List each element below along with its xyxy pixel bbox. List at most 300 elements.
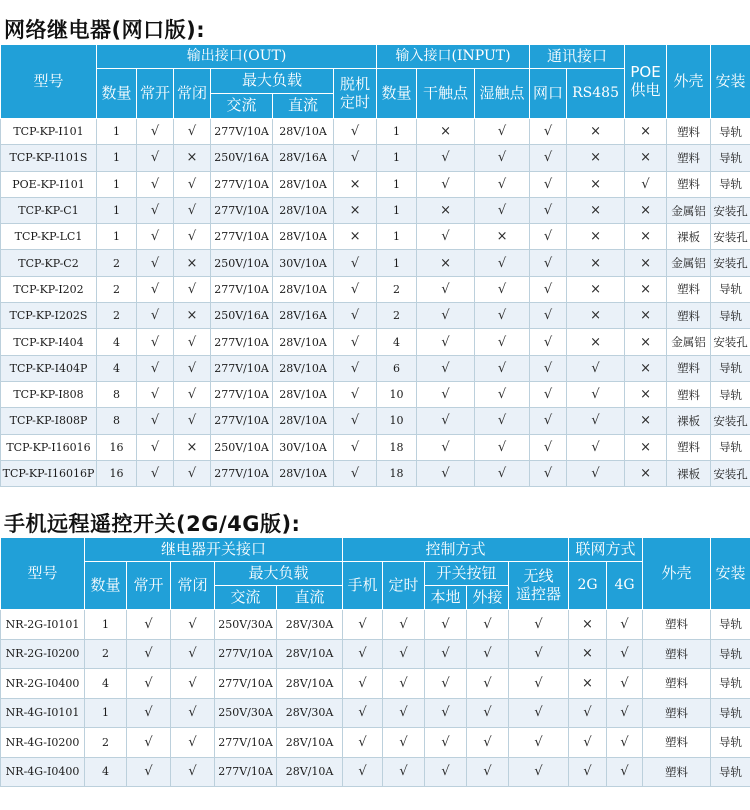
model-cell: TCP-KP-I16016	[1, 434, 97, 460]
table-cell: 导轨	[711, 669, 750, 699]
table-cell: ×	[174, 434, 211, 460]
table-cell: √	[530, 171, 567, 197]
table-cell: √	[127, 669, 171, 699]
table-cell: √	[137, 276, 174, 302]
table-cell: 导轨	[711, 119, 750, 145]
table-cell: √	[467, 757, 509, 787]
table-cell: √	[383, 728, 425, 758]
table-cell: 277V/10A	[215, 728, 277, 758]
table-cell: 10	[377, 381, 417, 407]
header-dc: 直流	[273, 94, 334, 119]
table-row	[1, 610, 750, 640]
table-cell: √	[383, 757, 425, 787]
table-cell: √	[334, 329, 377, 355]
table-cell: ×	[334, 171, 377, 197]
table-cell: 1	[377, 197, 417, 223]
table-cell: 28V/10A	[277, 669, 343, 699]
table-cell: √	[467, 698, 509, 728]
table-cell: 塑料	[643, 698, 711, 728]
table-cell: √	[425, 728, 467, 758]
table-cell: 4	[97, 329, 137, 355]
table-cell: 277V/10A	[211, 408, 273, 434]
model-cell: NR-4G-I0200	[1, 728, 85, 758]
table-cell: 1	[377, 119, 417, 145]
table-cell: 导轨	[711, 303, 750, 329]
table-row	[1, 434, 750, 460]
header-network-group: 联网方式	[569, 538, 643, 562]
header-max-load: 最大负载	[211, 69, 334, 94]
table-cell: √	[569, 757, 607, 787]
table-cell: 277V/10A	[211, 276, 273, 302]
table-cell: √	[425, 610, 467, 640]
model-cell: TCP-KP-C1	[1, 197, 97, 223]
table-cell: √	[137, 460, 174, 486]
header-dc-2: 直流	[277, 586, 343, 610]
table-row	[1, 250, 750, 276]
table-cell: 250V/16A	[211, 145, 273, 171]
table-cell: ×	[567, 171, 625, 197]
table-cell: 250V/10A	[211, 434, 273, 460]
model-cell: TCP-KP-LC1	[1, 224, 97, 250]
table-cell: √	[530, 434, 567, 460]
table-cell: 18	[377, 460, 417, 486]
table-row	[1, 119, 750, 145]
table-cell: ×	[567, 197, 625, 223]
table-row	[1, 171, 750, 197]
header-relay-group: 继电器开关接口	[85, 538, 343, 562]
table-cell: √	[475, 381, 530, 407]
table-cell: 金属铝	[667, 329, 711, 355]
table-cell: √	[530, 460, 567, 486]
table-cell: ×	[174, 303, 211, 329]
table-cell: √	[171, 728, 215, 758]
header-qty: 数量	[97, 69, 137, 119]
table-cell: ×	[567, 329, 625, 355]
table-cell: √	[174, 329, 211, 355]
table-row	[1, 669, 750, 699]
table-cell: √	[334, 250, 377, 276]
model-cell: NR-2G-I0101	[1, 610, 85, 640]
section1-title: 网络继电器(网口版):	[4, 18, 206, 42]
header-shell: 外壳	[667, 45, 711, 119]
table-cell: √	[530, 355, 567, 381]
header-max-load-2: 最大负载	[215, 562, 343, 586]
remote-switch-table	[0, 537, 750, 787]
header-phone: 手机	[343, 562, 383, 610]
table-cell: √	[567, 355, 625, 381]
table-cell: √	[171, 698, 215, 728]
table-cell: 塑料	[643, 757, 711, 787]
table-cell: 裸板	[667, 460, 711, 486]
table-cell: 277V/10A	[211, 119, 273, 145]
model-cell: TCP-KP-I808	[1, 381, 97, 407]
table-cell: 4	[85, 757, 127, 787]
table-cell: 裸板	[667, 408, 711, 434]
table-cell: √	[334, 276, 377, 302]
table-cell: √	[334, 119, 377, 145]
model-cell: TCP-KP-I808P	[1, 408, 97, 434]
table-cell: ×	[569, 669, 607, 699]
table-row	[1, 355, 750, 381]
header-4g: 4G	[607, 562, 643, 610]
table-cell: √	[475, 145, 530, 171]
table-cell: 30V/10A	[273, 250, 334, 276]
model-cell: TCP-KP-I101	[1, 119, 97, 145]
table-cell: √	[334, 434, 377, 460]
table-row	[1, 224, 750, 250]
table-cell: 2	[85, 728, 127, 758]
table-cell: √	[625, 171, 667, 197]
header-output-group: 输出接口(OUT)	[97, 45, 377, 69]
table-cell: √	[343, 610, 383, 640]
table-cell: √	[567, 381, 625, 407]
model-cell: NR-2G-I0400	[1, 669, 85, 699]
table-cell: 277V/10A	[211, 224, 273, 250]
remote-switch-table-body	[1, 610, 750, 787]
table-cell: √	[569, 728, 607, 758]
header-ethernet: 网口	[530, 69, 567, 119]
header-offline-timer: 脱机 定时	[334, 69, 377, 119]
table-cell: ×	[567, 276, 625, 302]
table-cell: √	[530, 197, 567, 223]
table-cell: √	[334, 303, 377, 329]
table-cell: ×	[569, 610, 607, 640]
table-cell: √	[417, 224, 475, 250]
table-cell: 277V/10A	[215, 669, 277, 699]
table-cell: 塑料	[643, 669, 711, 699]
header-model: 型号	[1, 45, 97, 119]
network-relay-table-body	[1, 119, 750, 487]
table-row	[1, 728, 750, 758]
table-cell: √	[343, 757, 383, 787]
table-cell: √	[137, 408, 174, 434]
table-cell: √	[334, 355, 377, 381]
table-cell: √	[171, 669, 215, 699]
table-cell: √	[607, 669, 643, 699]
table-cell: 250V/30A	[215, 698, 277, 728]
table-row	[1, 698, 750, 728]
table-cell: √	[530, 145, 567, 171]
header-local: 本地	[425, 586, 467, 610]
table-cell: 1	[377, 145, 417, 171]
table-cell: √	[343, 639, 383, 669]
table-cell: √	[607, 728, 643, 758]
table-row	[1, 460, 750, 486]
table-cell: √	[475, 276, 530, 302]
table-cell: 277V/10A	[211, 197, 273, 223]
model-cell: TCP-KP-I202	[1, 276, 97, 302]
table-cell: 10	[377, 408, 417, 434]
table-cell: √	[509, 757, 569, 787]
table-cell: 导轨	[711, 276, 750, 302]
table-cell: √	[174, 381, 211, 407]
table-cell: 28V/10A	[273, 408, 334, 434]
table-cell: √	[137, 250, 174, 276]
table-cell: 277V/10A	[211, 460, 273, 486]
table-cell: 250V/16A	[211, 303, 273, 329]
table-cell: 导轨	[711, 757, 750, 787]
table-cell: √	[417, 408, 475, 434]
table-cell: √	[530, 408, 567, 434]
table-cell: 塑料	[667, 145, 711, 171]
table-cell: 1	[97, 145, 137, 171]
header-shell-2: 外壳	[643, 538, 711, 610]
table-cell: 6	[377, 355, 417, 381]
table-cell: 导轨	[711, 355, 750, 381]
model-cell: NR-2G-I0200	[1, 639, 85, 669]
header-input-qty: 数量	[377, 69, 417, 119]
table-cell: ×	[569, 639, 607, 669]
table-cell: √	[567, 434, 625, 460]
table-row	[1, 639, 750, 669]
table-cell: ×	[334, 197, 377, 223]
table-cell: 8	[97, 408, 137, 434]
table-cell: 4	[85, 669, 127, 699]
model-cell: TCP-KP-I202S	[1, 303, 97, 329]
network-relay-table	[0, 44, 750, 487]
header-poe: POE 供电	[625, 45, 667, 119]
table-cell: 30V/10A	[273, 434, 334, 460]
table-cell: √	[137, 434, 174, 460]
table-cell: ×	[475, 224, 530, 250]
table-cell: √	[607, 698, 643, 728]
model-cell: TCP-KP-I404P	[1, 355, 97, 381]
table-cell: √	[475, 197, 530, 223]
table-cell: 导轨	[711, 639, 750, 669]
table-cell: √	[171, 757, 215, 787]
table-cell: 导轨	[711, 145, 750, 171]
table-cell: 1	[85, 698, 127, 728]
table-cell: √	[567, 408, 625, 434]
table-cell: ×	[417, 197, 475, 223]
table-cell: 28V/10A	[273, 276, 334, 302]
table-cell: √	[417, 434, 475, 460]
table-cell: 16	[97, 434, 137, 460]
header-external: 外接	[467, 586, 509, 610]
header-control-group: 控制方式	[343, 538, 569, 562]
table-cell: ×	[417, 119, 475, 145]
table-cell: √	[607, 639, 643, 669]
table-cell: 塑料	[667, 381, 711, 407]
table-cell: √	[509, 610, 569, 640]
table-cell: √	[467, 610, 509, 640]
table-cell: √	[174, 171, 211, 197]
table-cell: 1	[97, 119, 137, 145]
table-cell: √	[137, 303, 174, 329]
table-cell: 安装孔	[711, 250, 750, 276]
table-cell: √	[174, 276, 211, 302]
header-install: 安装	[711, 45, 750, 119]
table-cell: √	[509, 728, 569, 758]
table-cell: √	[530, 329, 567, 355]
table-cell: 2	[97, 276, 137, 302]
table-cell: √	[475, 408, 530, 434]
table-cell: ×	[334, 224, 377, 250]
table-cell: ×	[567, 145, 625, 171]
table-cell: √	[137, 145, 174, 171]
header-dry-contact: 干触点	[417, 69, 475, 119]
table-cell: √	[417, 303, 475, 329]
table-cell: 塑料	[667, 276, 711, 302]
table-cell: √	[530, 224, 567, 250]
table-cell: √	[475, 119, 530, 145]
table-cell: √	[530, 276, 567, 302]
table-cell: √	[174, 355, 211, 381]
table-cell: ×	[625, 303, 667, 329]
table-cell: 8	[97, 381, 137, 407]
table-cell: √	[509, 698, 569, 728]
table-cell: 277V/10A	[211, 355, 273, 381]
table-cell: √	[137, 381, 174, 407]
table-cell: √	[425, 757, 467, 787]
table-cell: 导轨	[711, 728, 750, 758]
header-timer: 定时	[383, 562, 425, 610]
table-cell: ×	[625, 381, 667, 407]
header-model-2: 型号	[1, 538, 85, 610]
table-cell: √	[475, 434, 530, 460]
table-cell: 塑料	[667, 434, 711, 460]
table-cell: 1	[97, 224, 137, 250]
table-cell: 28V/10A	[273, 119, 334, 145]
table-cell: √	[425, 669, 467, 699]
header-ac-2: 交流	[215, 586, 277, 610]
table-cell: √	[467, 728, 509, 758]
table-cell: √	[343, 669, 383, 699]
table-cell: √	[475, 355, 530, 381]
table-cell: 277V/10A	[215, 757, 277, 787]
table-cell: 28V/10A	[273, 355, 334, 381]
table-cell: √	[530, 303, 567, 329]
table-cell: ×	[625, 197, 667, 223]
table-cell: √	[334, 408, 377, 434]
table-row	[1, 408, 750, 434]
table-cell: √	[475, 250, 530, 276]
table-cell: 277V/10A	[215, 639, 277, 669]
table-cell: √	[127, 698, 171, 728]
table-cell: √	[137, 355, 174, 381]
table-cell: 1	[97, 197, 137, 223]
table-row	[1, 757, 750, 787]
table-cell: 16	[97, 460, 137, 486]
table-cell: √	[475, 171, 530, 197]
table-cell: √	[530, 119, 567, 145]
table-cell: 导轨	[711, 434, 750, 460]
table-cell: 4	[97, 355, 137, 381]
table-cell: ×	[625, 460, 667, 486]
table-cell: √	[530, 250, 567, 276]
table-cell: ×	[625, 355, 667, 381]
table-cell: 安装孔	[711, 329, 750, 355]
table-cell: 28V/10A	[273, 224, 334, 250]
table-cell: ×	[567, 119, 625, 145]
table-cell: √	[127, 639, 171, 669]
header-ac: 交流	[211, 94, 273, 119]
table-cell: √	[137, 224, 174, 250]
table-cell: ×	[625, 119, 667, 145]
table-cell: 安装孔	[711, 460, 750, 486]
table-row	[1, 381, 750, 407]
table-cell: ×	[625, 434, 667, 460]
table-cell: √	[343, 728, 383, 758]
table-cell: √	[137, 119, 174, 145]
table-cell: √	[509, 639, 569, 669]
table-cell: 塑料	[667, 119, 711, 145]
table-cell: √	[334, 145, 377, 171]
section2-title: 手机远程遥控开关(2G/4G版):	[4, 512, 301, 536]
table-cell: √	[417, 460, 475, 486]
table-row	[1, 145, 750, 171]
table-cell: ×	[567, 250, 625, 276]
table-cell: ×	[625, 276, 667, 302]
table-cell: √	[475, 460, 530, 486]
table-cell: ×	[174, 250, 211, 276]
table-cell: 28V/10A	[273, 171, 334, 197]
table-cell: √	[174, 408, 211, 434]
header-wet-contact: 湿触点	[475, 69, 530, 119]
table-cell: ×	[625, 408, 667, 434]
table-cell: 28V/10A	[273, 329, 334, 355]
table-cell: √	[417, 329, 475, 355]
table-cell: √	[530, 381, 567, 407]
table-cell: 导轨	[711, 698, 750, 728]
table-cell: 安装孔	[711, 224, 750, 250]
table-cell: √	[127, 610, 171, 640]
table-cell: √	[569, 698, 607, 728]
table-cell: √	[417, 171, 475, 197]
table-cell: √	[425, 698, 467, 728]
table-cell: √	[509, 669, 569, 699]
table-cell: 4	[377, 329, 417, 355]
table-cell: √	[383, 610, 425, 640]
model-cell: NR-4G-I0400	[1, 757, 85, 787]
table-cell: ×	[567, 303, 625, 329]
table-cell: ×	[625, 224, 667, 250]
table-cell: ×	[625, 145, 667, 171]
table-cell: 裸板	[667, 224, 711, 250]
table-cell: 28V/16A	[273, 303, 334, 329]
table-cell: 导轨	[711, 171, 750, 197]
table-cell: 1	[377, 250, 417, 276]
table-cell: √	[137, 329, 174, 355]
table-cell: 塑料	[643, 610, 711, 640]
table-cell: 250V/10A	[211, 250, 273, 276]
table-cell: 1	[97, 171, 137, 197]
model-cell: TCP-KP-I101S	[1, 145, 97, 171]
header-comm-group: 通讯接口	[530, 45, 625, 69]
table-cell: 2	[85, 639, 127, 669]
table-cell: √	[127, 728, 171, 758]
table-cell: 塑料	[667, 171, 711, 197]
table-cell: ×	[625, 250, 667, 276]
table-cell: √	[567, 460, 625, 486]
table-cell: 金属铝	[667, 250, 711, 276]
table-cell: 塑料	[667, 355, 711, 381]
header-install-2: 安装	[711, 538, 750, 610]
table-cell: ×	[417, 250, 475, 276]
table-cell: √	[425, 639, 467, 669]
table-cell: √	[383, 639, 425, 669]
header-switch-button: 开关按钮	[425, 562, 509, 586]
table-cell: √	[383, 669, 425, 699]
model-cell: NR-4G-I0101	[1, 698, 85, 728]
table-cell: √	[334, 460, 377, 486]
table-cell: √	[127, 757, 171, 787]
table-cell: 塑料	[643, 639, 711, 669]
header-wireless-remote: 无线 遥控器	[509, 562, 569, 610]
table-cell: 安装孔	[711, 408, 750, 434]
table-cell: 2	[377, 303, 417, 329]
table-cell: 28V/30A	[277, 698, 343, 728]
